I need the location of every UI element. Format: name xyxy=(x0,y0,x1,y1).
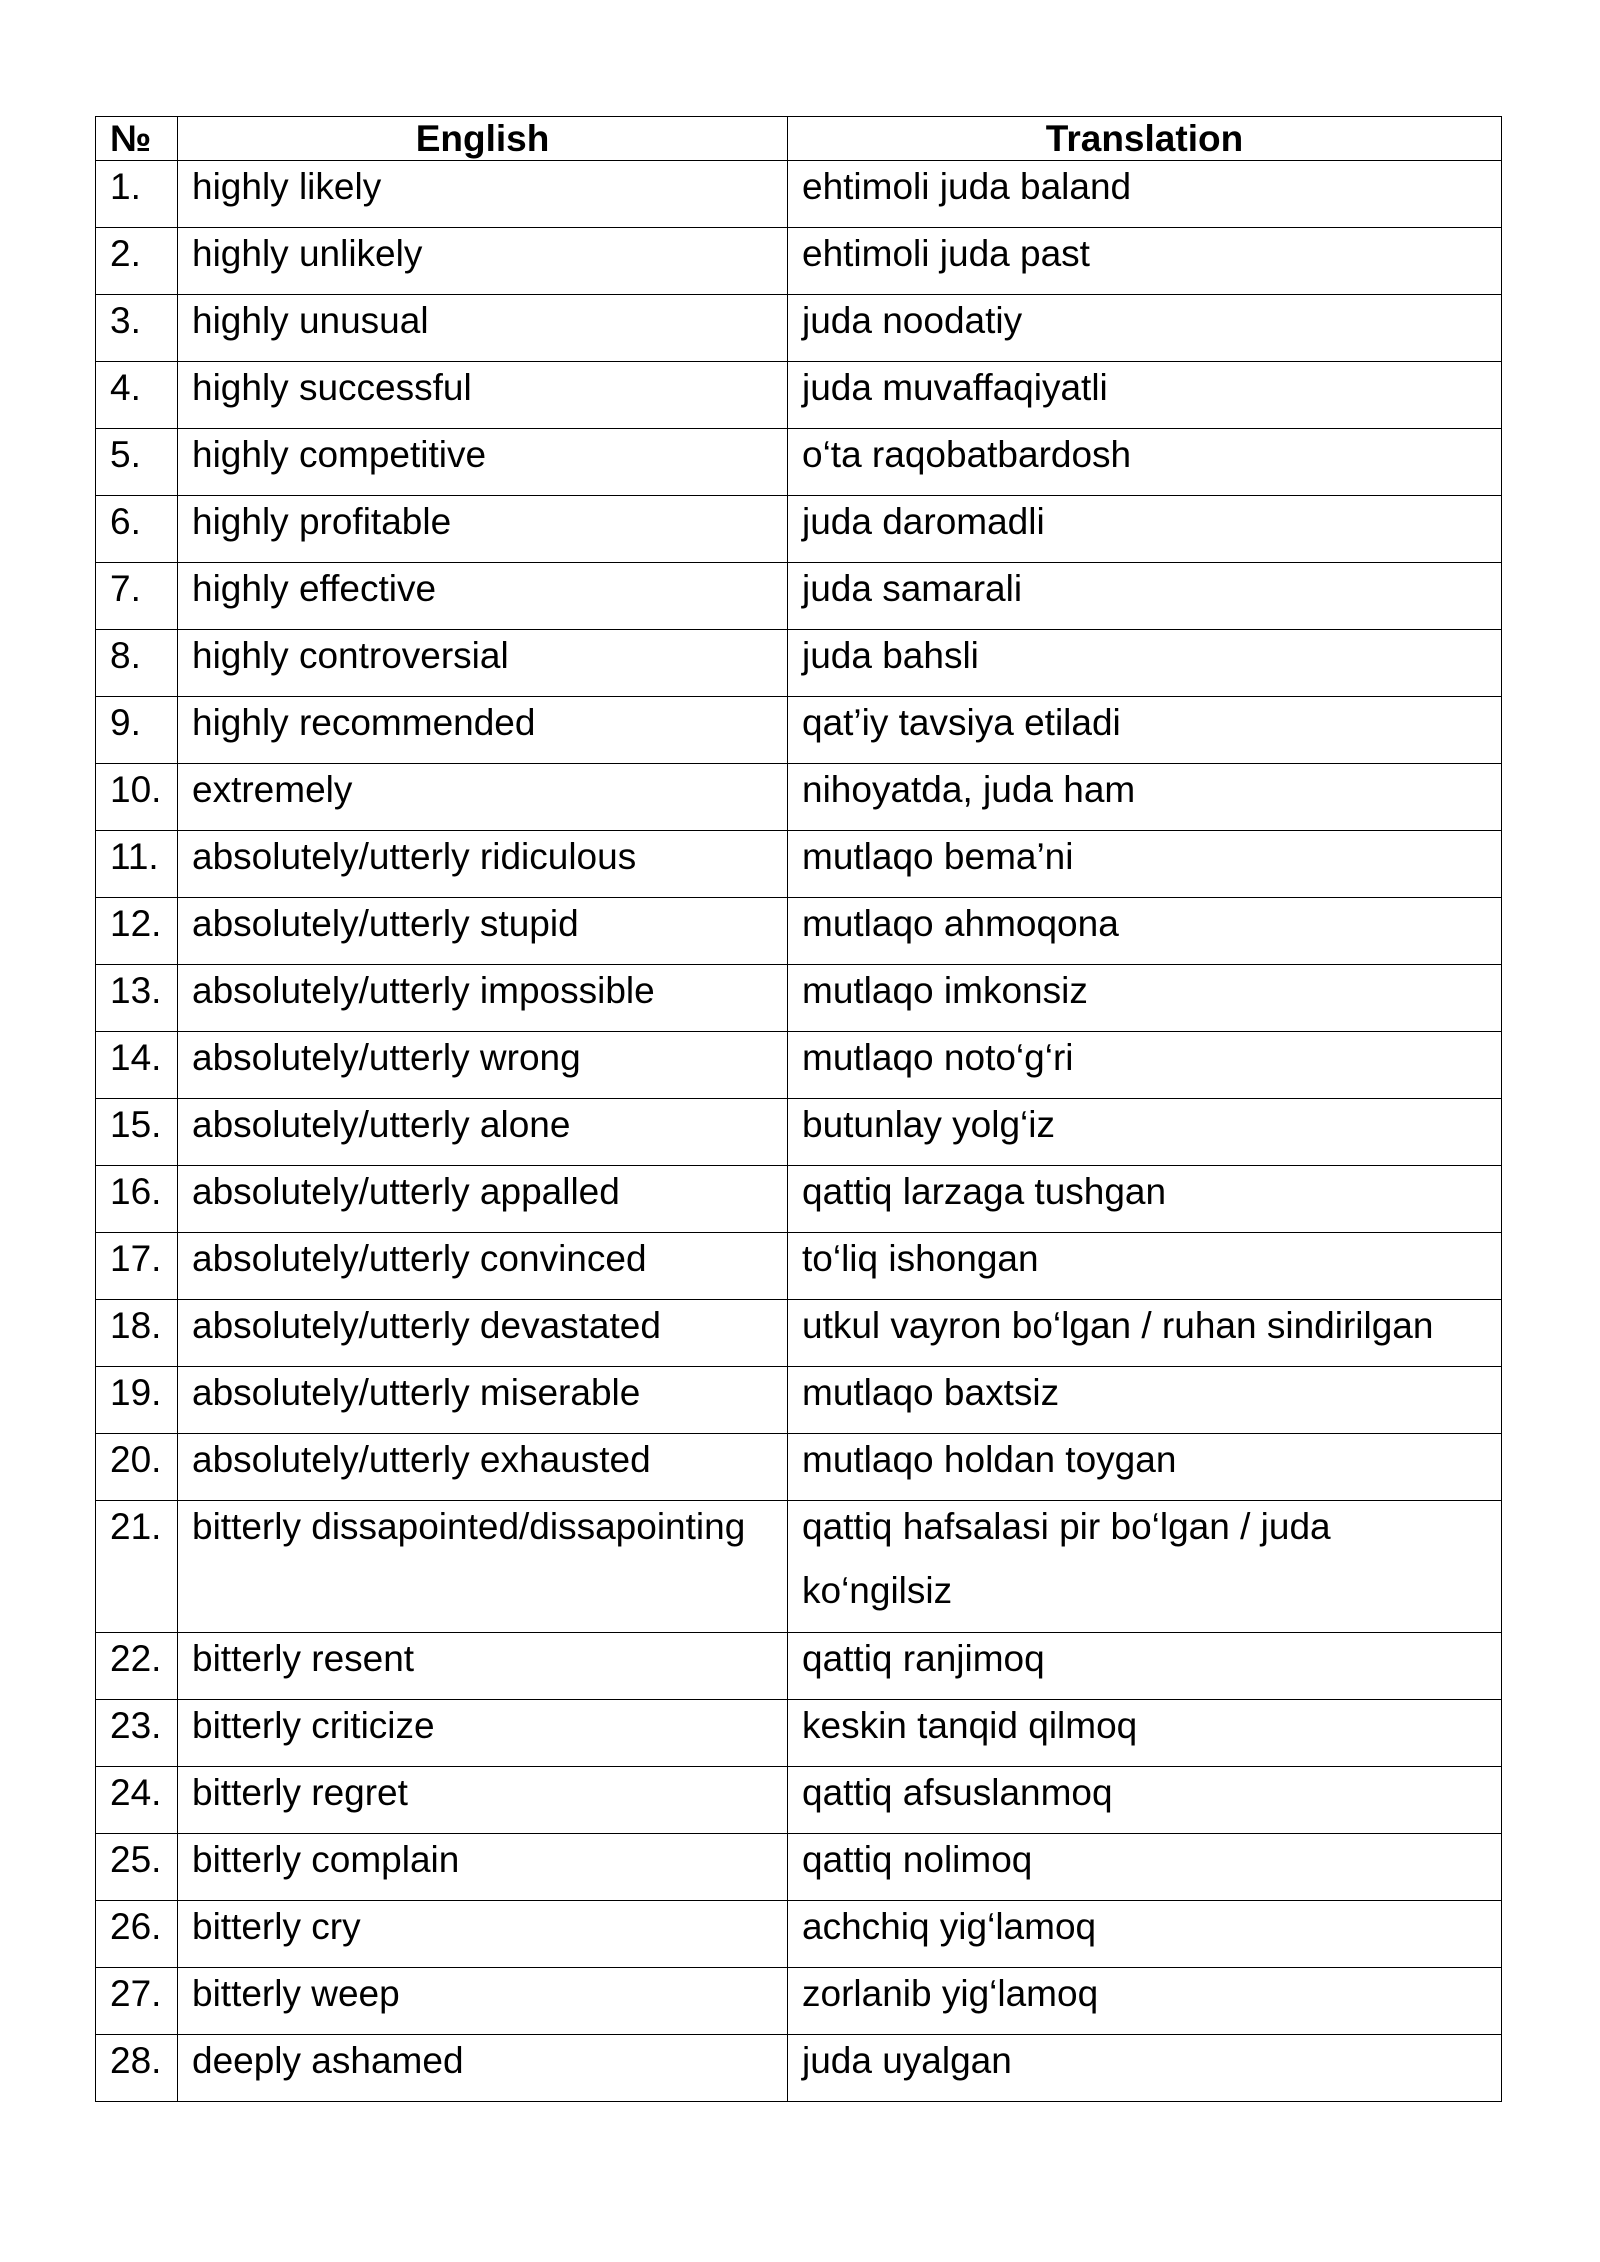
translation-cell xyxy=(788,697,1502,764)
english-term: highly likely xyxy=(178,161,788,228)
row-number: 2. xyxy=(96,228,178,295)
english-term: absolutely/utterly alone xyxy=(178,1099,788,1166)
table-row xyxy=(96,295,1502,362)
table-row xyxy=(96,1099,1502,1166)
translation-cell xyxy=(788,1099,1502,1166)
table-row xyxy=(96,1166,1502,1233)
translation-cell xyxy=(788,898,1502,965)
row-number: 1. xyxy=(96,161,178,228)
row-number: 16. xyxy=(96,1166,178,1233)
translation-cell xyxy=(788,1501,1502,1633)
translation-text: nihoyatda, juda ham xyxy=(802,769,1136,810)
table-body xyxy=(96,161,1502,2102)
translation-text: mutlaqo holdan toygan xyxy=(802,1439,1177,1480)
table-row xyxy=(96,1233,1502,1300)
translation-cell xyxy=(788,496,1502,563)
table-row xyxy=(96,1434,1502,1501)
table-row xyxy=(96,429,1502,496)
translation-cell xyxy=(788,1166,1502,1233)
translation-cell xyxy=(788,1300,1502,1367)
translation-text: qattiq ranjimoq xyxy=(802,1638,1045,1679)
table-row xyxy=(96,1300,1502,1367)
table-row xyxy=(96,1700,1502,1767)
translation-text: mutlaqo imkonsiz xyxy=(802,970,1088,1011)
row-number: 13. xyxy=(96,965,178,1032)
row-number: 19. xyxy=(96,1367,178,1434)
header-english: English xyxy=(178,117,788,161)
translation-cell xyxy=(788,1700,1502,1767)
english-term: highly recommended xyxy=(178,697,788,764)
row-number: 26. xyxy=(96,1901,178,1968)
table-row xyxy=(96,563,1502,630)
table-row xyxy=(96,161,1502,228)
translation-cell xyxy=(788,764,1502,831)
row-number: 21. xyxy=(96,1501,178,1633)
english-term: deeply ashamed xyxy=(178,2035,788,2102)
translation-text: mutlaqo baxtsiz xyxy=(802,1372,1060,1413)
translation-cell xyxy=(788,965,1502,1032)
row-number: 11. xyxy=(96,831,178,898)
translation-text: qat’iy tavsiya etiladi xyxy=(802,702,1121,743)
translation-text: utkul vayron bo‘lgan / ruhan sindirilgan xyxy=(802,1305,1434,1346)
vocabulary-table xyxy=(95,116,1502,2102)
translation-cell xyxy=(788,295,1502,362)
translation-cell xyxy=(788,2035,1502,2102)
english-term: highly unusual xyxy=(178,295,788,362)
translation-cell xyxy=(788,563,1502,630)
table-row xyxy=(96,965,1502,1032)
english-term: highly profitable xyxy=(178,496,788,563)
table-row xyxy=(96,496,1502,563)
row-number: 20. xyxy=(96,1434,178,1501)
table-row xyxy=(96,831,1502,898)
translation-cell xyxy=(788,1834,1502,1901)
row-number: 15. xyxy=(96,1099,178,1166)
table-header-row xyxy=(96,117,1502,161)
translation-text: juda samarali xyxy=(802,568,1023,609)
table-row xyxy=(96,362,1502,429)
row-number: 10. xyxy=(96,764,178,831)
translation-cell xyxy=(788,1032,1502,1099)
translation-cell xyxy=(788,1968,1502,2035)
row-number: 12. xyxy=(96,898,178,965)
english-term: absolutely/utterly ridiculous xyxy=(178,831,788,898)
table-row xyxy=(96,898,1502,965)
translation-cell xyxy=(788,429,1502,496)
english-term: bitterly criticize xyxy=(178,1700,788,1767)
translation-text: mutlaqo noto‘g‘ri xyxy=(802,1037,1074,1078)
row-number: 25. xyxy=(96,1834,178,1901)
row-number: 4. xyxy=(96,362,178,429)
translation-text: qattiq nolimoq xyxy=(802,1839,1033,1880)
translation-text: juda muvaffaqiyatli xyxy=(802,367,1108,408)
translation-text: mutlaqo ahmoqona xyxy=(802,903,1119,944)
english-term: bitterly resent xyxy=(178,1633,788,1700)
translation-cell xyxy=(788,228,1502,295)
translation-cell xyxy=(788,1767,1502,1834)
english-term: highly competitive xyxy=(178,429,788,496)
row-number: 22. xyxy=(96,1633,178,1700)
english-term: highly controversial xyxy=(178,630,788,697)
row-number: 9. xyxy=(96,697,178,764)
table-row xyxy=(96,1968,1502,2035)
english-term: bitterly cry xyxy=(178,1901,788,1968)
table-row xyxy=(96,1834,1502,1901)
table-row xyxy=(96,630,1502,697)
translation-text: juda daromadli xyxy=(802,501,1045,542)
row-number: 6. xyxy=(96,496,178,563)
row-number: 24. xyxy=(96,1767,178,1834)
header-translation: Translation xyxy=(788,117,1502,161)
translation-cell xyxy=(788,1434,1502,1501)
table-row xyxy=(96,1501,1502,1633)
english-term: absolutely/utterly impossible xyxy=(178,965,788,1032)
translation-text: mutlaqo bema’ni xyxy=(802,836,1074,877)
header-number: № xyxy=(96,117,178,161)
english-term: absolutely/utterly stupid xyxy=(178,898,788,965)
english-term: absolutely/utterly miserable xyxy=(178,1367,788,1434)
translation-text: achchiq yig‘lamoq xyxy=(802,1906,1097,1947)
translation-text: o‘ta raqobatbardosh xyxy=(802,434,1132,475)
table-row xyxy=(96,1901,1502,1968)
row-number: 7. xyxy=(96,563,178,630)
table-row xyxy=(96,764,1502,831)
row-number: 3. xyxy=(96,295,178,362)
translation-cell xyxy=(788,1633,1502,1700)
english-term: highly effective xyxy=(178,563,788,630)
row-number: 28. xyxy=(96,2035,178,2102)
translation-text: to‘liq ishongan xyxy=(802,1238,1039,1279)
table-row xyxy=(96,2035,1502,2102)
row-number: 18. xyxy=(96,1300,178,1367)
translation-text: ehtimoli juda baland xyxy=(802,166,1132,207)
row-number: 17. xyxy=(96,1233,178,1300)
translation-text: ko‘ngilsiz xyxy=(802,1570,953,1611)
translation-text: juda uyalgan xyxy=(802,2040,1012,2081)
row-number: 14. xyxy=(96,1032,178,1099)
translation-text: ehtimoli juda past xyxy=(802,233,1090,274)
translation-text: juda noodatiy xyxy=(802,300,1023,341)
translation-text: keskin tanqid qilmoq xyxy=(802,1705,1138,1746)
english-term: bitterly complain xyxy=(178,1834,788,1901)
translation-cell xyxy=(788,362,1502,429)
english-term: absolutely/utterly convinced xyxy=(178,1233,788,1300)
translation-text: qattiq afsuslanmoq xyxy=(802,1772,1113,1813)
translation-text: juda bahsli xyxy=(802,635,979,676)
table-row xyxy=(96,1633,1502,1700)
table-row xyxy=(96,697,1502,764)
translation-cell xyxy=(788,1367,1502,1434)
english-term: absolutely/utterly devastated xyxy=(178,1300,788,1367)
translation-cell xyxy=(788,831,1502,898)
english-term: absolutely/utterly appalled xyxy=(178,1166,788,1233)
english-term: absolutely/utterly wrong xyxy=(178,1032,788,1099)
english-term: absolutely/utterly exhausted xyxy=(178,1434,788,1501)
table-row xyxy=(96,1767,1502,1834)
row-number: 5. xyxy=(96,429,178,496)
table-row xyxy=(96,1367,1502,1434)
row-number: 23. xyxy=(96,1700,178,1767)
translation-cell xyxy=(788,630,1502,697)
english-term: bitterly regret xyxy=(178,1767,788,1834)
row-number: 8. xyxy=(96,630,178,697)
table-row xyxy=(96,1032,1502,1099)
english-term: highly successful xyxy=(178,362,788,429)
translation-text: zorlanib yig‘lamoq xyxy=(802,1973,1099,2014)
translation-text: qattiq larzaga tushgan xyxy=(802,1171,1167,1212)
translation-cell xyxy=(788,1901,1502,1968)
english-term: bitterly dissapointed/dissapointing xyxy=(178,1501,788,1633)
english-term: highly unlikely xyxy=(178,228,788,295)
english-term: bitterly weep xyxy=(178,1968,788,2035)
translation-text: qattiq hafsalasi pir bo‘lgan / juda xyxy=(802,1506,1331,1547)
translation-cell xyxy=(788,161,1502,228)
table-row xyxy=(96,228,1502,295)
translation-text: butunlay yolg‘iz xyxy=(802,1104,1055,1145)
row-number: 27. xyxy=(96,1968,178,2035)
translation-cell xyxy=(788,1233,1502,1300)
english-term: extremely xyxy=(178,764,788,831)
